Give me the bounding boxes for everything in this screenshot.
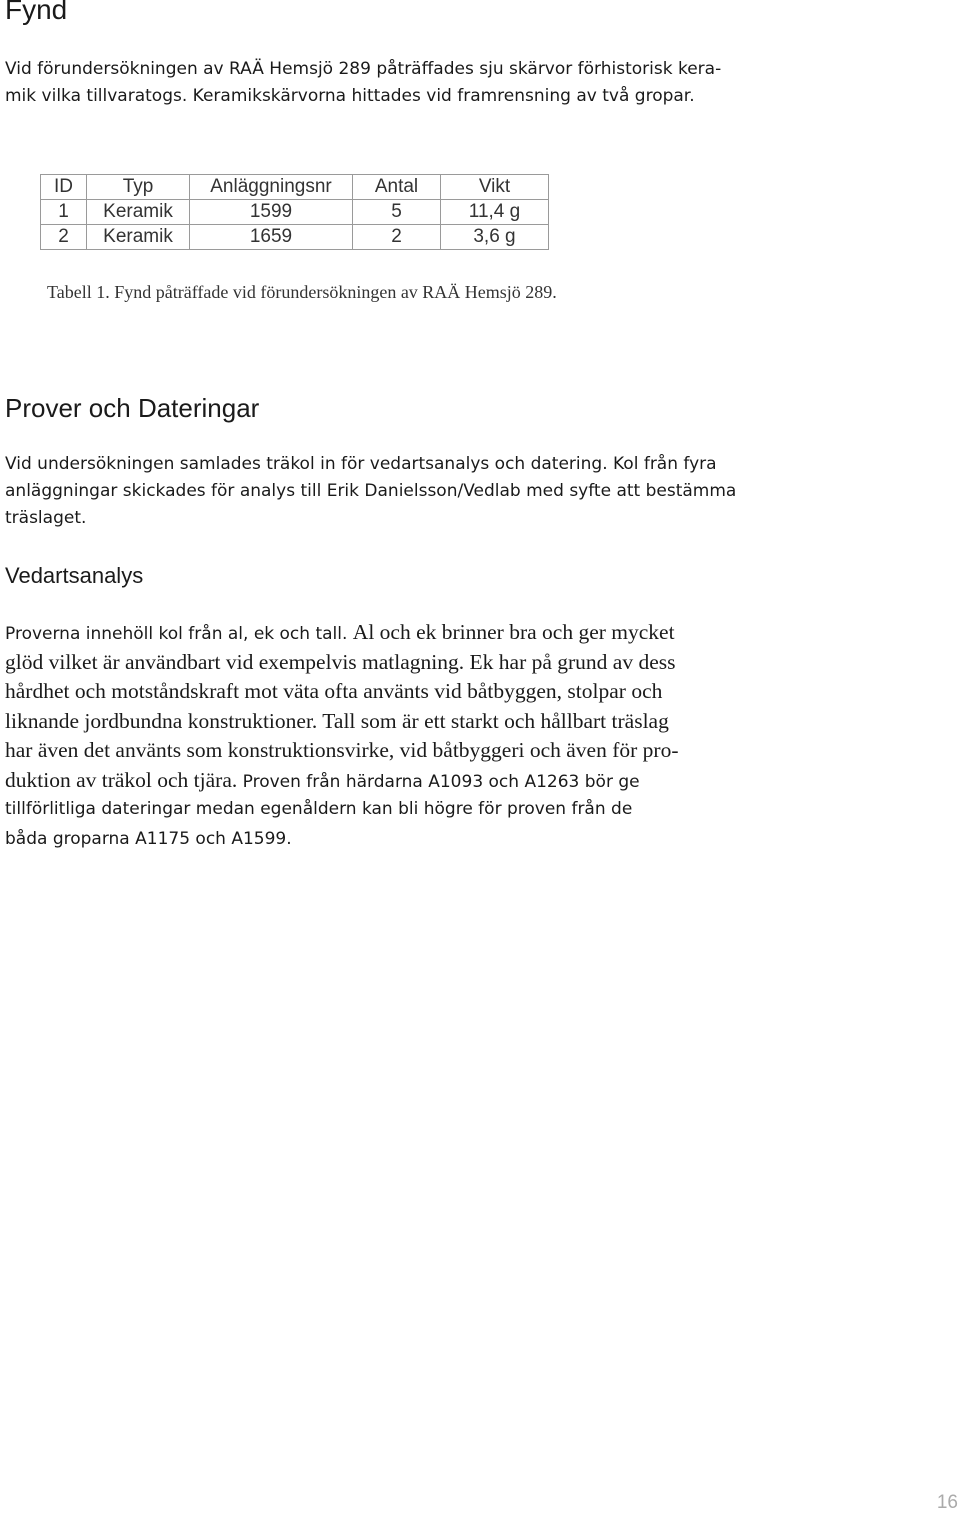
table-header-cell: Typ — [87, 175, 190, 200]
heading-fynd: Fynd — [5, 0, 68, 25]
text-segment: glöd vilket är användbart vid exempelvis matlagning. Ek har på grund av dess — [5, 649, 676, 674]
table-cell: 2 — [353, 225, 441, 250]
paragraph-line — [5, 648, 825, 678]
paragraph-line — [5, 707, 825, 737]
paragraph-line: anläggningar skickades för analys till Erik Danielsson/Vedlab med syfte att bestämma — [5, 481, 737, 501]
paragraph-line — [5, 618, 825, 648]
text-segment: har även det använts som konstruktionsvirke, vid båtbyggeri och även för pro- — [5, 738, 679, 762]
text-segment: tillförlitliga dateringar medan egenåldern kan bli högre för proven från de — [5, 799, 633, 819]
paragraph-line: mik vilka tillvaratogs. Keramikskärvorna hittades vid framrensning av två gropar. — [5, 86, 695, 106]
text-segment: duktion av träkol och tjära. — [5, 767, 243, 792]
paragraph-line: träslaget. — [5, 508, 87, 528]
text-segment: liknande jordbundna konstruktioner. Tall som är ett starkt och hållbart träslag — [5, 708, 669, 733]
table-cell: 1659 — [190, 225, 353, 250]
table-cell: 1 — [41, 200, 87, 225]
paragraph-line — [5, 677, 825, 707]
paragraph-line — [5, 825, 825, 855]
table-header-cell: Vikt — [441, 175, 549, 200]
table-row — [41, 225, 549, 250]
heading-prover: Prover och Dateringar — [5, 393, 260, 423]
table-cell: 5 — [353, 200, 441, 225]
paragraph-line: Vid förundersökningen av RAÄ Hemsjö 289 påträffades sju skärvor förhistorisk kera- — [5, 59, 722, 79]
table-header-cell: ID — [41, 175, 87, 200]
table-cell: Keramik — [87, 200, 190, 225]
table-header-row — [41, 175, 549, 200]
page-number: 16 — [936, 1492, 958, 1513]
text-segment: Proverna innehöll kol från al, ek och tall. — [5, 624, 353, 644]
text-segment: Al och ek brinner bra och ger mycket — [352, 620, 675, 644]
table-cell: 1599 — [190, 200, 353, 225]
table-cell: 11,4 g — [441, 200, 549, 225]
findings-table — [40, 174, 549, 250]
paragraph-prover — [5, 451, 825, 532]
table-cell: 2 — [41, 225, 87, 250]
text-segment: hårdhet och motståndskraft mot väta ofta använts vid båtbyggen, stolpar och — [5, 679, 663, 703]
text-segment: båda groparna A1175 och A1599. — [5, 828, 292, 849]
paragraph-fynd — [5, 56, 825, 110]
table-cell: 3,6 g — [441, 225, 549, 250]
paragraph-line — [5, 795, 825, 825]
paragraph-line: Vid undersökningen samlades träkol in för vedartsanalys och datering. Kol från fyra — [5, 454, 717, 474]
table-cell: Keramik — [87, 225, 190, 250]
paragraph-line — [5, 736, 825, 766]
paragraph-vedartsanalys — [5, 618, 825, 854]
paragraph-line — [5, 766, 825, 796]
table-header-cell: Antal — [353, 175, 441, 200]
text-segment: Proven från härdarna A1093 och A1263 bör ge — [242, 771, 640, 792]
table-row — [41, 200, 549, 225]
table-caption: Tabell 1. Fynd påträffade vid förundersökningen av RAÄ Hemsjö 289. — [47, 282, 557, 302]
table-header-cell: Anläggningsnr — [190, 175, 353, 200]
heading-vedartsanalys: Vedartsanalys — [5, 563, 144, 588]
